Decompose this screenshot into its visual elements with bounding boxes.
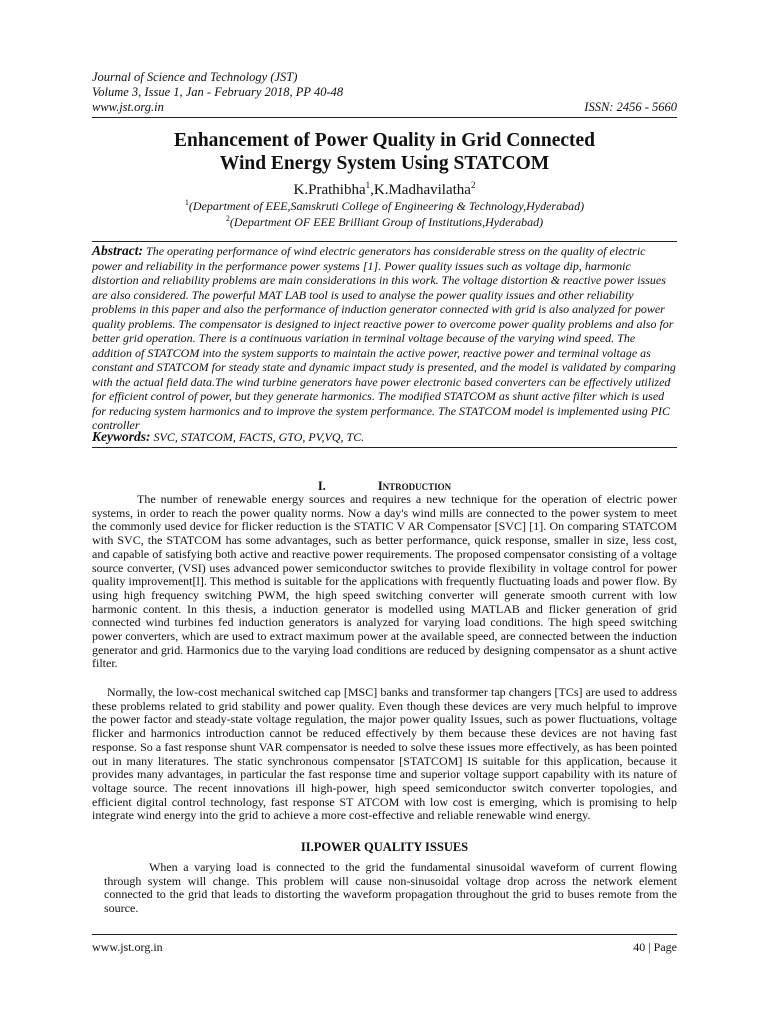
header-divider xyxy=(92,117,677,118)
abstract-text: The operating performance of wind electric generators has considerable stress on the quality of electric power and reliability in the performance power systems [1]. Power quality issues such as voltage dip, harmonic distortion and reliability problems are main considerations in this work. The voltage distortion & reactive power issues are also considered. The powerful MAT LAB tool is used to analyse the power quality issues and other reliability problems in this paper and also the performance of induction generator connected with grid is also analyzed for power quality problems. The compensator is designed to inject reactive power to overcome power quality problems and also for better grid operation. There is a continuous variation in terminal voltage because of the varying wind speed. The addition of STATCOM into the system supports to maintain the active power, reactive power and terminal voltage as constant and STATCOM for steady state and dynamic impact study is presented, and the model is validated by comparing with the actual field data.The wind turbine generators have power electronic based converters can be effectively utilized for efficient control of power, but they generate harmonics. The modified STATCOM as shunt active filter which is used for reducing system harmonics and to improve the system performance. The STATCOM model is implemented using PIC controller xyxy=(92,244,676,432)
affiliation-1 xyxy=(92,196,677,213)
affiliation-1-mark: 1 xyxy=(184,198,189,207)
section-2-body xyxy=(104,861,677,915)
affiliation-1-text: (Department of EEE,Samskruti College of Engineering & Technology,Hyderabad) xyxy=(188,199,585,213)
author-1: K.Prathibha xyxy=(293,182,366,198)
keywords xyxy=(92,429,677,445)
footer-website[interactable]: www.jst.org.in xyxy=(92,940,163,954)
title-line-1: Enhancement of Power Quality in Grid Connected xyxy=(173,130,596,151)
section-1-paragraph-2: Normally, the low-cost mechanical switched cap [MSC] banks and transformer tap changers [TCs] are used to address these problems related to grid stability and power quality. Even though these devices are very much helpful to improve the power factor and steady-state voltage regulation, the major power quality Issues, such as power fluctuations, voltage flicker and harmonics introduction cannot be reduced effectively by them because these devices are not having fast response. So a fast response shunt VAR compensator is needed to solve these issues more effectively, as has been pointed out in many literatures. The static synchronous compensator [STATCOM] IS suitable for this application, because it provides many advantages, in particular the fast response time and superior voltage support capability with its nature of voltage source. The recent innovations ill high-power, high speed semiconductor switch converter topologies, and efficient digital control technology, fast response ST ATCOM with low cost is emerging, which is promising to help integrate wind energy into the grid to achieve a more cost-effective and reliable renewable wind energy. xyxy=(92,685,677,823)
footer-rule xyxy=(92,934,677,935)
affiliation-2-mark: 2 xyxy=(225,214,230,223)
header-row xyxy=(92,100,677,115)
abstract-label: Abstract: xyxy=(92,243,144,258)
journal-volume: Volume 3, Issue 1, Jan - February 2018, PP 40-48 xyxy=(92,85,344,99)
keywords-label: Keywords: xyxy=(92,429,151,444)
affiliation-2 xyxy=(92,212,677,229)
section-1-body xyxy=(92,493,677,671)
title-line-2: Wind Energy System Using STATCOM xyxy=(219,153,550,174)
author-1-affiliation-mark: 1 xyxy=(365,180,371,190)
abstract-top-rule xyxy=(92,241,677,242)
paper-title xyxy=(92,129,677,175)
section-1-paragraph-1: The number of renewable energy sources and requires a new technique for the operation of electric power systems, in order to reach the power quality norms. Now a day's wind mills are connected to the power system to meet the commonly used device for flicker reduction is the STATIC V AR Compensator [SVC] [1]. On comparing STATCOM with SVC, the STATCOM has some advantages, such as better performance, quick response, smaller in size, less cost, and capable of satisfying both active and reactive power requirements. The proposed compensator consisting of a voltage source converter, (VSI) uses advanced power semiconductor switches to provide flexibility in voltage control for power quality improvement[l]. This method is suitable for the applications with frequently fluctuating loads and power flow. By using high frequency switching PWM, the high speed switching converter will generate smooth current with low harmonic content. In this thesis, a induction generator is modelled using MATLAB and flicker generation of grid connected wind turbines fed induction generators is analyzed for varying load conditions. The high speed switching power converters, which are used to extract maximum power at the available speed, are connected between the induction generator and grid. Harmonics due to the varying load conditions are reduced by designing compensator as a shunt active filter. xyxy=(92,492,677,671)
journal-website[interactable]: www.jst.org.in xyxy=(92,100,164,114)
page-number: 40 | Page xyxy=(633,940,677,954)
keywords-text: SVC, STATCOM, FACTS, GTO, PV,VQ, TC. xyxy=(153,430,365,444)
journal-header xyxy=(92,70,677,115)
journal-name: Journal of Science and Technology (JST) xyxy=(92,70,298,84)
section-2-heading: II.POWER QUALITY ISSUES xyxy=(300,840,469,854)
author-2: K.Madhavilatha xyxy=(373,182,471,198)
section-2-paragraph-1: When a varying load is connected to the grid the fundamental sinusoidal waveform of current flowing through system will change. This problem will cause non-sinusoidal voltage drop across the network element connected to the grid that leads to distorting the waveform propagation throughout the grid to buses remote from the source. xyxy=(104,860,677,915)
journal-issn: ISSN: 2456 - 5660 xyxy=(584,100,677,114)
abstract-bottom-rule xyxy=(92,447,677,448)
page-footer xyxy=(92,940,677,955)
affiliation-2-text: (Department OF EEE Brilliant Group of Institutions,Hyderabad) xyxy=(229,215,544,229)
author-2-affiliation-mark: 2 xyxy=(470,180,476,190)
author-separator: , xyxy=(370,182,374,198)
section-1-title: Introduction xyxy=(377,479,452,493)
section-1-body-2 xyxy=(92,686,677,823)
section-1-number: I. xyxy=(317,479,326,493)
abstract xyxy=(92,244,677,433)
